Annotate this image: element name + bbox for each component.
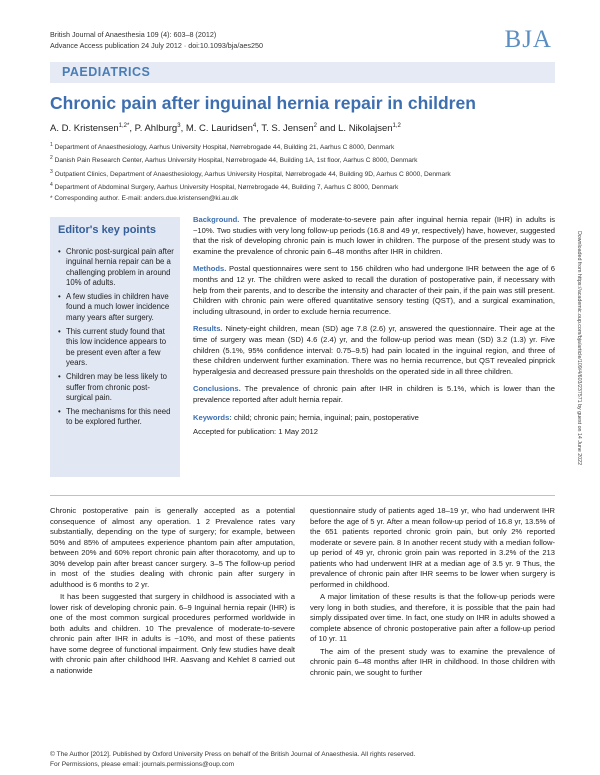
affiliation-number: 3 bbox=[50, 168, 53, 175]
keywords-line bbox=[193, 413, 555, 424]
abstract-text: Postal questionnaires were sent to 156 children who had undergone IHR between the age of 6 months and 12 yr. The children were asked to recall the duration of postoperative pain, if necessary with help from their parents, and to describe the intensity and character of their pain, if the pain was still present. Children with chronic pain were offered quantitative sensory testing (QST), and a surgical examination, including ultrasound, in order to exclude hernia recurrence. bbox=[193, 264, 555, 316]
author-list: A. D. Kristensen$^{1,2*}$, P. Ahlburg$^3$, M. C. Lauridsen$^4$, T. S. Jensen$^2$ and L. Nikolajsen$^{1,2}$ bbox=[50, 123, 401, 135]
body-column-right bbox=[310, 506, 555, 680]
abstract-label: Background. bbox=[193, 215, 240, 224]
key-point-item: • A few studies in children have found a much lower incidence many years after surgery. bbox=[66, 292, 176, 323]
section-bar bbox=[50, 62, 555, 83]
journal-logo: BJA bbox=[504, 26, 552, 53]
key-point-item: • Chronic post-surgical pain after inguinal hernia repair can be a challenging problem in around 10% of adults. bbox=[66, 247, 176, 288]
body-paragraph: A major limitation of these results is that the follow-up periods were very long in both studies, and therefore, it is possible that the pain had simply dissipated over time. In fact, one study on IHR in adults showed a complete absence of chronic postoperative pain after a follow-up period of 10 yr. 11 bbox=[310, 592, 555, 643]
abstract-text: The prevalence of moderate-to-severe pain after inguinal hernia repair (IHR) in adults is ~10%. Two studies with very long follow-up periods (16.8 and 49 yr, respectively) have, however, suggested that the risk of developing chronic pain is much lower in children. The purpose of the present study was to examine the prevalence of chronic pain 6–48 months after IHR in children. bbox=[193, 215, 555, 256]
affiliation-text: Outpatient Clinics, Department of Anaesthesiology, Aarhus University Hospital, Nørrebrogade 44, Building 9D, Aarhus C 8000, Denmark bbox=[54, 170, 451, 178]
author-affiliation-mark: 3 bbox=[177, 123, 181, 129]
body-paragraph: The aim of the present study was to examine the prevalence of chronic pain 6–48 months after IHR in childhood. In those children with chronic pain, we sought to further bbox=[310, 646, 555, 677]
advance-access-line: Advance Access publication 24 July 2012 · doi:10.1093/bja/aes250 bbox=[50, 40, 263, 50]
affiliation-number: 2 bbox=[50, 155, 53, 162]
key-points-box bbox=[50, 217, 180, 477]
key-points-list bbox=[50, 247, 176, 432]
author-name: P. Ahlburg bbox=[134, 123, 178, 135]
accepted-date: Accepted for publication: 1 May 2012 bbox=[193, 427, 318, 437]
keywords-label: Keywords: bbox=[193, 412, 232, 422]
key-point-item: • This current study found that this low incidence appears to be present even after a few years. bbox=[66, 327, 176, 368]
abstract-background bbox=[193, 215, 555, 257]
affiliation-item bbox=[50, 180, 451, 193]
journal-line: British Journal of Anaesthesia 109 (4): 603–8 (2012) bbox=[50, 30, 217, 39]
affiliation-item bbox=[50, 140, 451, 153]
article-title: Chronic pain after inguinal hernia repair in children bbox=[50, 93, 476, 113]
author-name: T. S. Jensen bbox=[261, 123, 314, 135]
journal-citation bbox=[50, 30, 263, 51]
abstract-conclusions bbox=[193, 384, 555, 405]
affiliation-text: Danish Pain Research Center, Aarhus University Hospital, Nørrebrogade 44, Building 1A, 1st floor, Aarhus C 8000, Denmark bbox=[54, 157, 418, 165]
abstract-text: The prevalence of chronic pain after IHR in children is 5.1%, which is lower than the prevalence reported after adult hernia repair. bbox=[193, 384, 555, 404]
author-affiliation-mark: 1,2* bbox=[118, 123, 130, 129]
key-points-heading: Editor's key points bbox=[58, 224, 156, 236]
abstract bbox=[193, 215, 555, 445]
abstract-methods bbox=[193, 264, 555, 317]
permissions-line: For Permissions, please email: journals.permissions@oup.com bbox=[50, 760, 235, 768]
author-affiliation-mark: 4 bbox=[252, 123, 257, 129]
abstract-text: Ninety-eight children, mean (SD) age 7.8 (2.6) yr, answered the questionnaire. Their age at the time of surgery was mean (SD) 4.6 (2.4) yr, and the follow-up period was mean (SD) 3.2 (1.3) yr. Five children (5.1%, 95% confidence interval: 0.75–9.5) had pain located in the inguinal region, and three of these children underwent further examination. There was no hernia recurrence, but QST revealed pinprick hyperalgesia and decreased pressure pain thresholds on the operated side in all three children. bbox=[193, 324, 555, 376]
body-paragraph: Chronic postoperative pain is generally accepted as a potential consequence of almost any operation. 1 2 Prevalence rates vary substantially, depending on the type of surgery; for example, between 50% and 85% of amputees experience phantom pain after amputation, between 20% and 60% report chronic pain after thoracotomy, and up to 30% develop pain after breast cancer surgery. 3–5 The follow-up period in most of the studies dealing with chronic pain after surgery in adulthood is 6 months to 2 yr. bbox=[50, 506, 295, 589]
affiliation-number: 4 bbox=[50, 182, 53, 189]
author-name: A. D. Kristensen bbox=[50, 123, 119, 135]
correspondence-line: * Corresponding author. E-mail: anders.due.kristensen@ki.au.dk bbox=[50, 194, 239, 202]
author-conjunction: and bbox=[319, 123, 336, 135]
key-point-item: • Children may be less likely to suffer from chronic post-surgical pain. bbox=[66, 372, 176, 403]
download-watermark: Downloaded from https://academic.oup.com/bja/article/109/4/603/237571 by guest on 14 June 2022 bbox=[575, 230, 582, 466]
section-label: PAEDIATRICS bbox=[62, 65, 151, 79]
abstract-label: Conclusions. bbox=[193, 384, 241, 394]
affiliation-text: Department of Abdominal Surgery, Aarhus University Hospital, Nørrebrogade 44, Building 7, Aarhus C 8000, Denmark bbox=[54, 184, 399, 192]
author-name: L. Nikolajsen bbox=[338, 123, 393, 135]
body-paragraph: questionnaire study of patients aged 18–19 yr, who had underwent IHR before the age of 5 yr. After a mean follow-up period of 16.8 yr, 13.5% of the 651 patients reported chronic groin pain, but only 2% reported moderate or severe pain. 8 In another recent study with a median follow-up period of 49 yr, chronic groin pain was reported in 3.2% of the 213 patients who had underwent IHR at a median age of 3.5 yr. 9 Thus, the prevalence of chronic pain after IHR seems to be lower when surgery is performed in childhood. bbox=[310, 506, 555, 589]
affiliation-number: 1 bbox=[50, 142, 53, 148]
section-divider bbox=[50, 495, 555, 496]
affiliation-list bbox=[50, 140, 451, 204]
affiliation-item bbox=[50, 153, 451, 166]
abstract-results bbox=[193, 324, 555, 377]
keywords-text: child; chronic pain; hernia, inguinal; pain, postoperative bbox=[233, 412, 419, 422]
author-name: M. C. Lauridsen bbox=[185, 123, 253, 135]
key-point-item: • The mechanisms for this need to be explored further. bbox=[66, 407, 176, 428]
body-column-left bbox=[50, 506, 295, 678]
affiliation-item bbox=[50, 167, 451, 180]
abstract-label: Results. bbox=[193, 324, 223, 334]
copyright-line: © The Author [2012]. Published by Oxford University Press on behalf of the British Journal of Anaesthesia. All rights reserved. bbox=[50, 751, 416, 758]
affiliation-text: Department of Anaesthesiology, Aarhus University Hospital, Nørrebrogade 44, Building 21, Aarhus C 8000, Denmark bbox=[54, 144, 395, 152]
page-footer bbox=[50, 750, 415, 769]
author-affiliation-mark: 1,2 bbox=[392, 123, 401, 129]
body-paragraph: It has been suggested that surgery in childhood is associated with a lower risk of developing chronic pain. 6–9 Inguinal hernia repair (IHR) is one of the most common surgical procedures performed worldwide in both adults and children. 10 The prevalence of moderate-to-severe chronic pain after IHR in adults is ~10%, and most of these patients have some degree of functional impairment. Only few studies have dealt with chronic pain after childhood IHR. Aasvang and Kehlet 8 carried out a nationwide bbox=[50, 592, 295, 675]
author-affiliation-mark: 2 bbox=[313, 123, 317, 129]
abstract-label: Methods. bbox=[193, 264, 227, 274]
